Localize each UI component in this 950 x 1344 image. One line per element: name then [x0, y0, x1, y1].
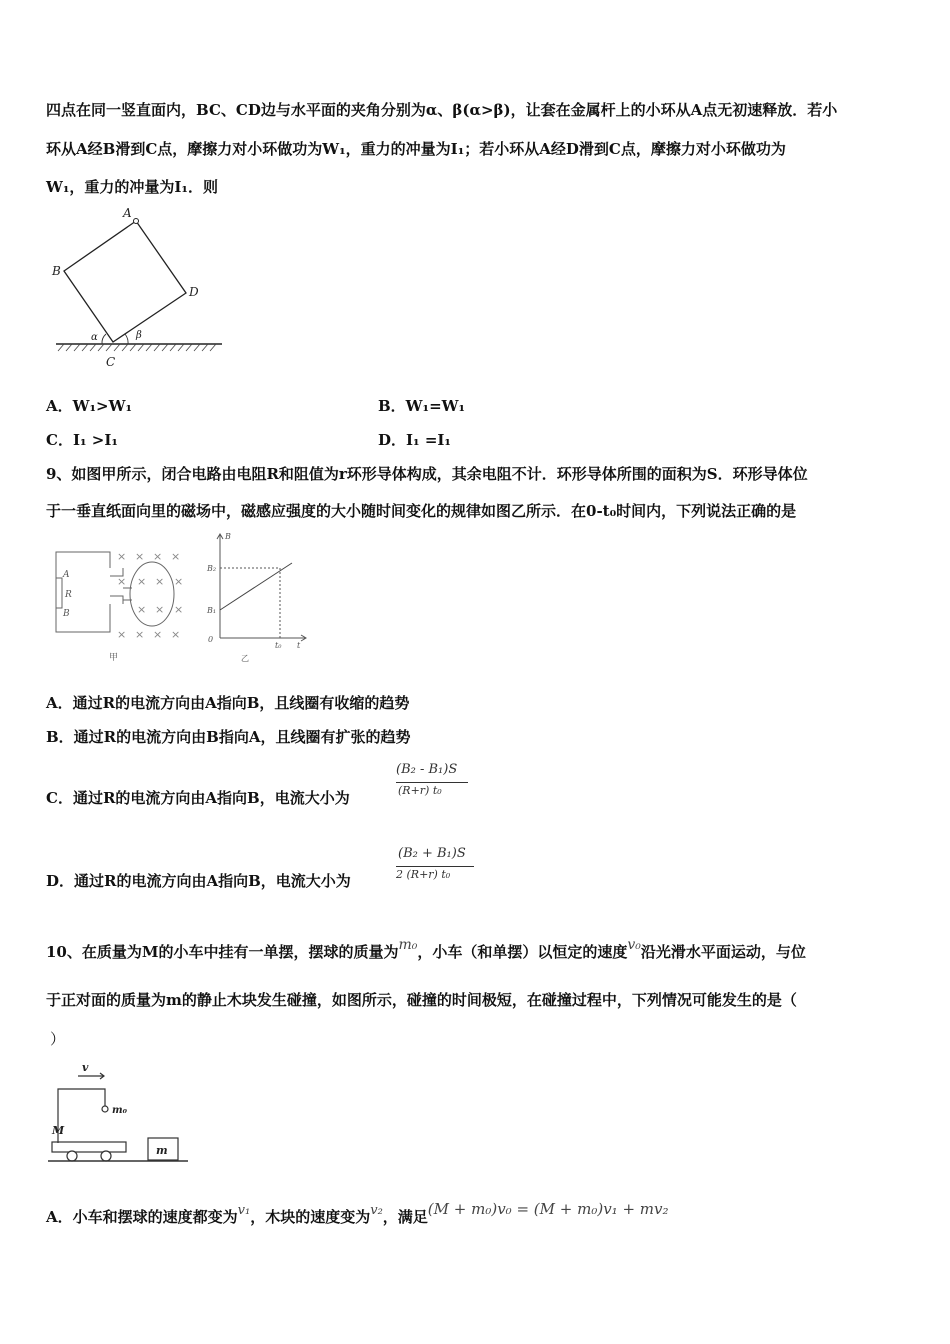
svg-text:×: × [153, 628, 163, 641]
q10-v1-symbol: v₁ [237, 1203, 251, 1218]
q8-line-1: 四点在同一竖直面内，BC、CD边与水平面的夹角分别为α、β(α>β)，让套在金属杆上的小环从A点无初速释放．若小 [46, 101, 838, 119]
q9-ring-conductor [130, 562, 174, 626]
q10-momentum-equation: (M + m₀)v₀ = (M + m₀)v₁ + mv₂ [427, 1200, 669, 1218]
q9-figure [48, 530, 318, 670]
q10-option-a[interactable] [46, 1200, 669, 1229]
q9-label-B1: B₁ [207, 606, 217, 615]
q10-v2-symbol: v₂ [370, 1203, 383, 1218]
svg-text:×: × [174, 603, 184, 616]
q10-line-1b: ，小车（和单摆）以恒定的速度 [417, 943, 628, 961]
q9-option-c-fraction [396, 762, 472, 804]
q9-line-2: 于一垂直纸面向里的磁场中，磁感应强度的大小随时间变化的规律如图乙所示．在0-t₀时间内，下列说法正确的是 [46, 502, 797, 520]
q8-label-C: C [106, 355, 116, 369]
q10-label-m0: m₀ [112, 1105, 127, 1116]
q9-line-1: 9、如图甲所示，闭合电路由电阻R和阻值为r环形导体构成，其余电阻不计．环形导体所围的面积为S．环形导体位 [46, 465, 808, 483]
q9-label-t0: t₀ [275, 641, 282, 650]
q8-alpha-arc [102, 334, 106, 344]
q8-label-B: B [52, 264, 61, 278]
q10-option-a-text-1: A．小车和摆球的速度都变为 [46, 1208, 238, 1226]
q9-B-line [220, 563, 292, 610]
q10-label-M: M [52, 1124, 65, 1137]
svg-text:×: × [135, 550, 145, 563]
svg-text:×: × [171, 628, 181, 641]
q9-frac-d-denominator: 2 (R+r) t₀ [396, 868, 451, 881]
q10-figure [48, 1060, 198, 1170]
q8-quadrilateral [64, 221, 186, 342]
q8-label-beta: β [136, 330, 142, 341]
svg-text:×: × [153, 550, 163, 563]
q9-resistor [56, 578, 62, 608]
q8-option-c[interactable]: C．I₁ >I₁ [46, 431, 118, 449]
q9-axis-label-B: B [225, 532, 231, 541]
q8-ground-hatch [58, 344, 216, 351]
q10-pendulum-frame [58, 1089, 105, 1143]
q10-line-1c: 沿光滑水平面运动，与位 [640, 943, 806, 961]
q9-label-jia: 甲 [109, 653, 119, 663]
q10-label-m: m [156, 1144, 168, 1157]
q9-frac-c-bar [396, 782, 468, 783]
q9-option-d-fraction [396, 846, 478, 888]
q10-wheel-right [101, 1151, 111, 1161]
q9-label-R: R [65, 590, 72, 600]
q8-label-alpha: α [91, 332, 98, 343]
q8-option-a[interactable]: A．W₁>W₁ [46, 397, 133, 415]
q9-label-B2: B₂ [207, 564, 217, 573]
q10-label-v: v [82, 1061, 89, 1074]
q8-label-D: D [189, 285, 199, 299]
q9-circuit [56, 552, 174, 632]
q8-label-A: A [123, 206, 132, 220]
q9-option-c[interactable]: C．通过R的电流方向由A指向B，电流大小为 [46, 789, 350, 807]
q9-graph [217, 534, 306, 641]
svg-text:×: × [171, 550, 181, 563]
q8-option-b[interactable]: B．W₁=W₁ [378, 397, 466, 415]
q9-label-yi: 乙 [241, 654, 249, 663]
q10-line-1 [46, 937, 806, 963]
q10-m0-symbol: m₀ [398, 937, 418, 953]
q10-wheel-left [67, 1151, 77, 1161]
q9-label-origin: 0 [208, 635, 214, 644]
q10-option-a-text-3: ，满足 [382, 1208, 428, 1226]
q10-pendulum-bob [102, 1106, 108, 1112]
q10-option-a-text-2: ，木块的速度变为 [250, 1208, 371, 1226]
svg-text:×: × [174, 575, 184, 588]
q9-frac-c-numerator: (B₂ - B₁)S [396, 762, 458, 777]
q9-option-d[interactable]: D．通过R的电流方向由A指向B，电流大小为 [46, 872, 351, 890]
q8-figure [50, 205, 230, 375]
q10-line-2: 于正对面的质量为m的静止木块发生碰撞，如图所示，碰撞的时间极短，在碰撞过程中，下列情况可能发生的是（ [46, 991, 797, 1009]
svg-text:×: × [155, 575, 165, 588]
q8-beta-arc [125, 334, 128, 344]
q8-option-d[interactable]: D．I₁ =I₁ [378, 431, 451, 449]
q9-option-b[interactable]: B．通过R的电流方向由B指向A，且线圈有扩张的趋势 [46, 728, 411, 746]
q9-frac-d-bar [396, 866, 474, 867]
svg-text:×: × [117, 628, 127, 641]
q9-option-a[interactable]: A．通过R的电流方向由A指向B，且线圈有收缩的趋势 [46, 694, 410, 712]
q9-field-crosses [117, 550, 183, 641]
q9-frac-c-denominator: (R+r) t₀ [398, 784, 442, 797]
q8-line-3: W₁，重力的冲量为I₁．则 [46, 178, 219, 196]
q9-label-A: A [63, 570, 70, 580]
svg-text:×: × [137, 575, 147, 588]
svg-text:×: × [117, 575, 127, 588]
svg-text:×: × [135, 628, 145, 641]
q10-line-1a: 10、在质量为M的小车中挂有一单摆，摆球的质量为 [46, 943, 399, 961]
q10-line-3: ） [50, 1030, 66, 1048]
svg-text:×: × [155, 603, 165, 616]
q10-cart [52, 1142, 126, 1152]
q9-frac-d-numerator: (B₂ + B₁)S [398, 846, 466, 861]
q8-line-2: 环从A经B滑到C点，摩擦力对小环做功为W₁，重力的冲量为I₁；若小环从A经D滑到C点，摩擦力对小环做功为 [46, 140, 786, 158]
svg-text:×: × [117, 550, 127, 563]
q9-axis-label-t: t [297, 641, 301, 650]
svg-text:×: × [137, 603, 147, 616]
q9-label-B: B [63, 609, 70, 619]
q10-v0-symbol: v₀ [627, 937, 641, 953]
q8-ring-point [134, 219, 139, 224]
